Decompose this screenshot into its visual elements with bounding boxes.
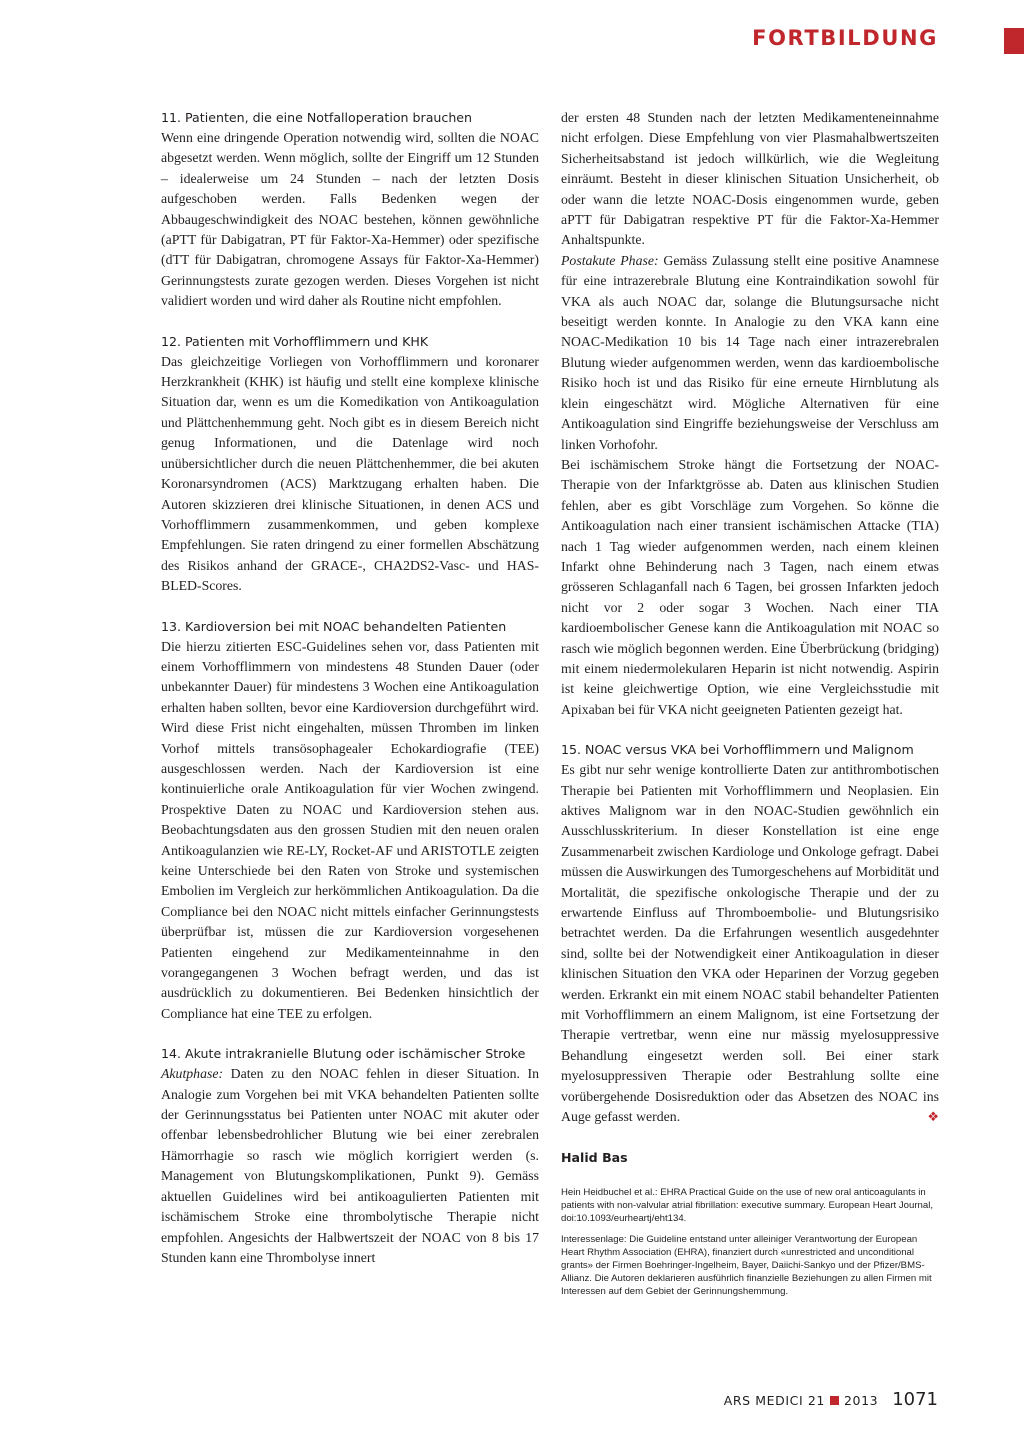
paragraph-text: Es gibt nur sehr wenige kontrollierte Daten zur antithrombotischen Therapie bei Patienten mit Vorhofflimmern und Neoplasien. Ein aktives Malignom war in den NOAC-Studien gewöhnlich ein Ausschlusskriterium. In dieser Konstellation ist eine enge Zusammenarbeit zwischen Kardiologe und Onkologe gefragt. Dabei müssen die Auswirkungen des Tumorgeschehens auf Morbidität und Mortalität, die spezifische onkologische Therapie und der zu erwartende Einfluss auf Thromboembolie- und Blutungsrisiko betrachtet werden. Da die Erfahrungen wesentlich ausgedehnter sind, sollte bei der Notwendigkeit einer Antikoagulation in dieser klinischen Situation den VKA oder Heparinen der Vorzug gegeben werden. Erkrankt ein mit einem NOAC stabil behandelter Patienten mit Vorhofflimmern an einem Malignom, ist eine Fortsetzung der Therapie vertretbar, wenn eine nur mässig myelosuppressive Behandlung eingesetzt werden soll. Bei einer stark myelosuppressiven Therapie oder Bestrahlung sollte eine vorübergehende Dosisreduktion oder das Absetzen des NOAC ins Auge gefasst werden. — [561, 762, 939, 1125]
section-heading: 15. NOAC versus VKA bei Vorhofflimmern und Malignom — [561, 742, 914, 758]
header-accent-bar — [1004, 28, 1024, 54]
paragraph: Wenn eine dringende Operation notwendig wird, sollten die NOAC abgesetzt werden. Wenn möglich, sollte der Eingriff um 12 Stunden – idealerweise um 24 Stunden – nach der letzten Dosis aufgeschoben werden. Falls Bedenken wegen der Abbaugeschwindigkeit des NOAC bestehen, können gewöhnliche (aPTT für Dabigatran, PT für Faktor-Xa-Hemmer) oder spezifische (dTT für Dabigatran, chromogene Assays für Faktor-Xa-Hemmer) Gerinnungstests zurate gezogen werden. Dieses Vorgehen ist nicht validiert worden und wird daher als Routine nicht empfohlen. — [161, 130, 539, 309]
paragraph-text: Daten zu den NOAC fehlen in dieser Situation. In Analogie zum Vorgehen bei mit VKA behandelten Patienten sollte der Gerinnungsstatus bei Patienten unter NOAC mit akuter oder offenbar lebensbedrohlicher Blutung wie bei einer zerebralen Hämorrhagie so rasch wie möglich korrigiert werden (s. Management von Blutungskomplikationen, Punkt 9). Gemäss aktuellen Guidelines wird bei antikoagulierten Patienten mit ischämischem Stroke eine thrombolytische Therapie nicht empfohlen. Angesichts der Halbwertszeit der NOAC von 8 bis 17 Stunden kann eine Thrombolyse innert — [161, 1066, 539, 1265]
reference-citation: Hein Heidbuchel et al.: EHRA Practical Guide on the use of new oral anticoagulants in patients with non-valvular atrial fibrillation: executive summary. European Heart Journal, doi:10.1093/eurheartj/eht134. — [561, 1186, 934, 1224]
paragraph-text: Gemäss Zulassung stellt eine positive Anamnese für eine intrazerebrale Blutung eine Kontraindikation sowohl für VKA als auch NOAC dar, solange die Blutungsursache nicht beseitigt werden konnte. In Analogie zu den VKA kann eine NOAC-Medikation 10 bis 14 Tage nach einer intrazerebralen Blutung wieder aufgenommen werden, wenn das kardioembolische Risiko hoch ist und das Risiko für eine erneute Hirnblutung als klein eingeschätzt wird. Mögliche Alternativen für eine Antikoagulation sind Eingriffe beziehungsweise der Verschluss am linken Vorhofohr. — [561, 252, 939, 452]
left-column — [161, 108, 539, 1288]
section-13 — [161, 617, 539, 1025]
paragraph-label: Postakute Phase: — [561, 252, 659, 268]
section-15 — [561, 740, 939, 1127]
section-14 — [161, 1044, 539, 1268]
section-heading: 11. Patienten, die eine Notfalloperation brauchen — [161, 110, 473, 125]
section-heading: 12. Patienten mit Vorhofflimmern und KHK — [161, 333, 429, 349]
section-11 — [161, 108, 539, 312]
separator-square-icon — [830, 1396, 839, 1405]
section-heading: 13. Kardioversion bei mit NOAC behandelten Patienten — [161, 618, 507, 634]
paragraph: Das gleichzeitige Vorliegen von Vorhofflimmern und koronarer Herzkrankheit (KHK) ist häufig und stellt eine komplexe klinische Situation dar, wenn es um die Komedikation von Antikoagulation und Plättchenhemmung geht. Noch gibt es in diesem Bereich nicht genug Informationen, und die Datenlage wird noch unübersichtlicher durch die neuen Plättchenhemmer, die bei akuten Koronarsyndromen (ACS) Marktzugang erhalten haben. Die Autoren skizzieren drei klinische Situationen, in denen ACS und Vorhofflimmern zusammenkommen, und geben komplexe Empfehlungen. Sie raten dringend zu einer formellen Abschätzung des Risikos anhand der GRACE-, CHA2DS2-Vasc- und HAS-BLED-Scores. — [161, 353, 539, 594]
paragraph-label: Akutphase: — [161, 1066, 224, 1082]
journal-issue: ARS MEDICI 21 — [723, 1393, 825, 1408]
page-number: 1071 — [892, 1389, 938, 1410]
author-name: Halid Bas — [561, 1149, 628, 1165]
page-footer — [724, 1389, 938, 1410]
paragraph — [561, 760, 939, 1127]
section-heading: 14. Akute intrakranielle Blutung oder ischämischer Stroke — [161, 1046, 526, 1062]
right-column — [561, 108, 939, 1298]
end-of-article-icon: ❖ — [927, 1109, 939, 1125]
section-14-continued — [561, 108, 939, 720]
section-label: FORTBILDUNG — [752, 26, 938, 50]
conflict-of-interest: Interessenlage: Die Guideline entstand unter alleiniger Verantwortung der European Heart Rhythm Association (EHRA), finanziert durch «unrestricted and unconditional grants» der Firmen Boehringer-Ingelheim, Bayer, Daiichi-Sankyo und der Pfizer/BMS-Allianz. Die Autoren deklarieren ausführlich finanzielle Beziehungen zu allen Firmen mit Interessen auf dem Gebiet der Gerinnungshemmung. — [561, 1233, 932, 1297]
paragraph — [161, 1064, 539, 1268]
paragraph — [561, 251, 939, 455]
section-12 — [161, 332, 539, 597]
paragraph: Bei ischämischem Stroke hängt die Fortsetzung der NOAC-Therapie von der Infarktgrösse ab. Daten aus klinischen Studien fehlen, aber es gibt Vorschläge zum Vorgehen. So könne die Antikoagulation nach einer transient ischämischen Attacke (TIA) nach 1 Tag wieder aufgenommen werden, nach einem kleinen Infarkt ohne Behinderung nach 3 Tagen, nach einem etwas grösseren Schlaganfall nach 6 Tagen, bei grossen Infarkten jedoch nicht vor 2 oder sogar 3 Wochen. Nach einer TIA kardioembolischer Genese kann die Antikoagulation mit NOAC so rasch wie möglich begonnen werden. Eine Überbrückung (bridging) mit einem niedermolekularen Heparin ist nicht notwendig. Aspirin ist keine gleichwertige Option, wie eine Vergleichsstudie mit Apixaban bei für VKA nicht geeigneten Patienten gezeigt hat. — [561, 456, 939, 717]
journal-year: 2013 — [843, 1393, 879, 1408]
paragraph: der ersten 48 Stunden nach der letzten Medikamenteneinnahme nicht erfolgen. Diese Empfehlung von vier Plasmahalbwertszeiten Sicherheitsabstand ist jedoch willkürlich, wie die Wegleitung einräumt. Besteht in dieser klinischen Situation Unsicherheit, ob oder wann die letzte NOAC-Dosis eingenommen wurde, geben aPTT für Dabigatran respektive PT für die Faktor-Xa-Hemmer Anhaltspunkte. — [561, 110, 939, 248]
paragraph: Die hierzu zitierten ESC-Guidelines sehen vor, dass Patienten mit einem Vorhofflimmern von mindestens 48 Stunden Dauer (oder unbekannter Dauer) für mindestens 3 Wochen eine Antikoagulation erhalten haben sollten, bevor eine Kardioversion durchgeführt wird. Wird diese Frist nicht eingehalten, müssen Thromben im linken Vorhof mittels transösophagealer Echokardiografie (TEE) ausgeschlossen werden. Nach der Kardioversion ist eine kontinuierliche orale Antikoagulation für vier Wochen zwingend. Prospektive Daten zu NOAC und Kardioversion stehen aus. Beobachtungsdaten aus den grossen Studien mit den neuen oralen Antikoagulanzien wie RE-LY, Rocket-AF und ARISTOTLE zeigten keine Unterschiede bei den Raten von Stroke und systemischen Embolien im Vergleich zur herkömmlichen Antikoagulation. Da die Compliance bei den NOAC nicht mittels einfacher Gerinnungstests überprüfbar ist, müssen die zur Kardioversion vorgesehenen Patienten eingehend zur Medikamenteinnahme in den vorangegangenen 3 Wochen befragt werden, und das ist ausdrücklich zu dokumentieren. Bei Bedenken hinsichtlich der Compliance hat eine TEE zu erfolgen. — [161, 638, 539, 1021]
